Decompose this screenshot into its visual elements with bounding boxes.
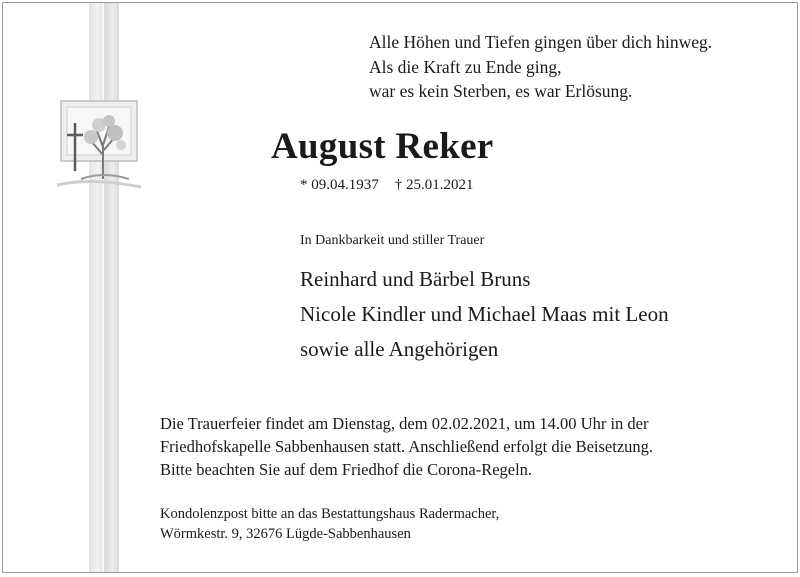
notice-line: Die Trauerfeier findet am Dienstag, dem 02.02.2021, um 14.00 Uhr in der [160,414,649,433]
funeral-notice [160,412,653,481]
mourner-line: Nicole Kindler und Michael Maas mit Leon [300,302,669,326]
cross-tree-emblem [51,93,147,193]
notice-line: Bitte beachten Sie auf dem Friedhof die Corona-Regeln. [160,460,533,479]
mourners-list [300,262,669,367]
mourning-intro: In Dankbarkeit und stiller Trauer [300,233,485,248]
condolence-contact [160,504,499,544]
birth-date: * 09.04.1937 [300,177,379,193]
life-dates [300,177,474,194]
contact-line: Kondolenzpost bitte an das Bestattungshaus Radermacher, [160,506,500,522]
verse-line: war es kein Sterben, es war Erlösung. [369,81,633,101]
obituary-notice [2,2,798,573]
verse-line: Als die Kraft zu Ende ging, [369,56,562,77]
verse-line: Alle Höhen und Tiefen gingen über dich hinweg. [369,32,713,52]
death-date: † 25.01.2021 [394,177,474,193]
mourner-line: Reinhard und Bärbel Bruns [300,267,531,291]
memorial-verse [369,30,712,104]
mourner-line: sowie alle Angehörigen [300,337,499,361]
notice-line: Friedhofskapelle Sabbenhausen statt. Anschließend erfolgt die Beisetzung. [160,437,654,456]
deceased-name: August Reker [271,126,494,167]
decorative-stripe [89,3,119,572]
contact-line: Wörmkestr. 9, 32676 Lügde-Sabbenhausen [160,526,411,542]
